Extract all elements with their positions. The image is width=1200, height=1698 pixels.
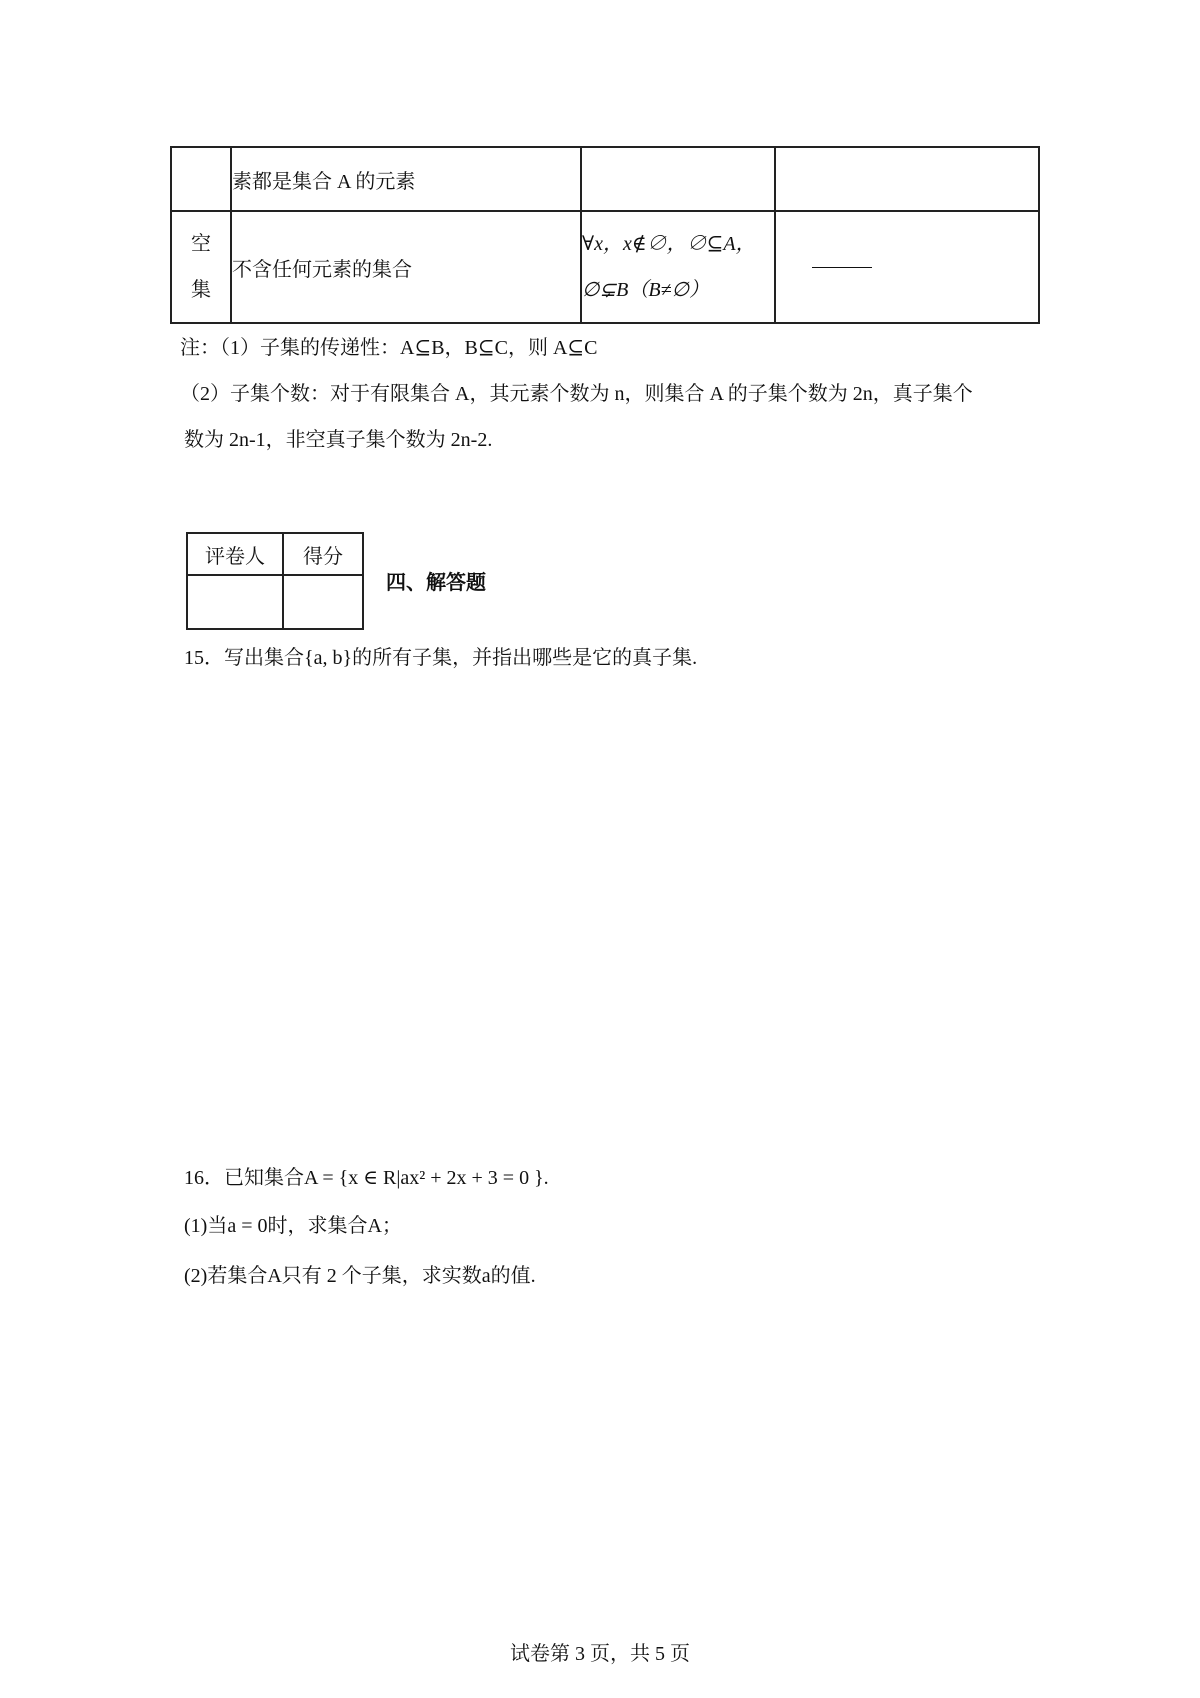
category-char: 集 <box>191 279 211 301</box>
note-2-line-1: （2）子集个数：对于有限集合 A，其元素个数为 n，则集合 A 的子集个数为 2n，真子集个 <box>180 383 973 405</box>
table-cell-diagram <box>775 147 1039 211</box>
page-footer: 试卷第 3 页，共 5 页 <box>510 1643 690 1665</box>
subset-table <box>170 146 1040 324</box>
score-header-score: 得分 <box>283 533 363 575</box>
table-cell-diagram <box>775 211 1039 323</box>
category-char: 空 <box>191 233 211 255</box>
note-1: 注：（1）子集的传递性：A⊆B，B⊆C，则 A⊆C <box>180 337 598 359</box>
question-16-stem: 16．已知集合A = {x ∈ R|ax² + 2x + 3 = 0 }. <box>184 1167 549 1189</box>
score-cell-score <box>283 575 363 629</box>
table-cell-category <box>171 147 231 211</box>
table-cell-definition: 不含任何元素的集合 <box>231 211 581 323</box>
question-15: 15．写出集合{a, b}的所有子集，并指出哪些是它的真子集. <box>184 647 698 669</box>
table-cell-symbol <box>581 211 775 323</box>
score-cell-grader <box>187 575 283 629</box>
note-2-line-2: 数为 2n-1，非空真子集个数为 2n-2. <box>184 429 493 451</box>
question-16-part-1: (1)当a = 0时，求集合A； <box>184 1215 402 1237</box>
table-cell-definition: 素都是集合 A 的元素 <box>231 147 581 211</box>
table-cell-category <box>171 211 231 323</box>
table-row <box>171 211 1039 323</box>
table-cell-symbol <box>581 147 775 211</box>
question-16-part-2: (2)若集合A只有 2 个子集，求实数a的值. <box>184 1265 536 1287</box>
answer-blank-line <box>812 267 872 268</box>
symbol-line: ∀x，x∉∅，∅⊆A， <box>582 233 756 255</box>
score-header-grader: 评卷人 <box>187 533 283 575</box>
score-box <box>186 532 364 630</box>
table-row <box>171 147 1039 211</box>
symbol-line: ∅⊊B（B≠∅） <box>582 279 710 301</box>
section-title: 四、解答题 <box>386 570 486 594</box>
